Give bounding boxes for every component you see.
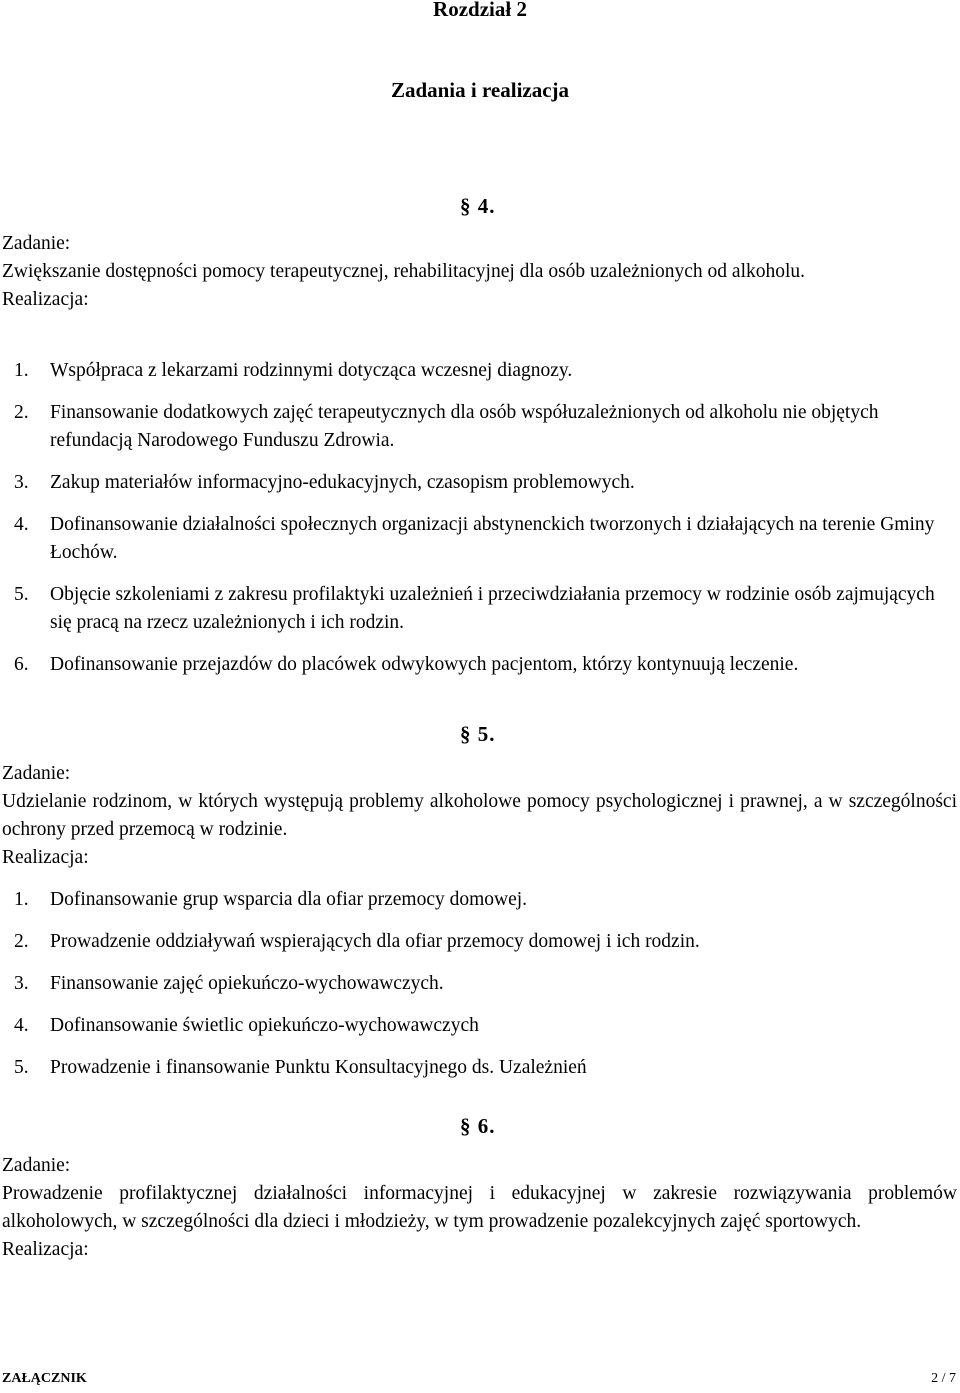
- list-item: [2, 581, 957, 637]
- section-5-items: [2, 886, 957, 1082]
- item-number: 1.: [14, 889, 29, 910]
- section-mark-6: § 6.: [460, 1114, 496, 1138]
- item-text: Finansowanie zajęć opiekuńczo-wychowawczych.: [50, 973, 444, 994]
- item-text: Objęcie szkoleniami z zakresu profilaktyki uzależnień i przeciwdziałania przemocy w rodzinie osób zajmujących się pracą na rzecz uzależnionych i ich rodzin.: [50, 584, 935, 633]
- item-text: Współpraca z lekarzami rodzinnymi dotycząca wczesnej diagnozy.: [50, 360, 573, 381]
- section-mark-4: § 4.: [460, 194, 496, 218]
- page-number: 2 / 7: [931, 1371, 956, 1386]
- item-number: 2.: [14, 931, 29, 952]
- task-text: Udzielanie rodzinom, w których występują problemy alkoholowe pomocy psychologicznej i prawnej, a w szczególności ochrony przed przemocą w rodzinie.: [2, 791, 957, 840]
- task-label: Zadanie:: [2, 763, 71, 784]
- item-number: 3.: [14, 973, 29, 994]
- item-number: 2.: [14, 402, 29, 423]
- list-item: [2, 511, 957, 567]
- list-item: [2, 970, 957, 998]
- realization-label: Realizacja:: [2, 289, 89, 310]
- chapter-heading: Rozdział 2: [433, 0, 527, 21]
- section-5: [2, 760, 957, 872]
- item-text: Prowadzenie oddziaływań wspierających dla ofiar przemocy domowej i ich rodzin.: [50, 931, 700, 952]
- item-number: 5.: [14, 584, 29, 605]
- item-text: Dofinansowanie przejazdów do placówek odwykowych pacjentom, którzy kontynuują leczenie.: [50, 654, 799, 675]
- page-title: Zadania i realizacja: [390, 78, 570, 102]
- item-text: Dofinansowanie działalności społecznych organizacji abstynenckich tworzonych i działających na terenie Gminy Łochów.: [50, 514, 935, 563]
- realization-label: Realizacja:: [2, 1239, 89, 1260]
- item-text: Zakup materiałów informacyjno-edukacyjnych, czasopism problemowych.: [50, 472, 635, 493]
- list-item: [2, 469, 957, 497]
- item-number: 4.: [14, 514, 29, 535]
- list-item: [2, 651, 957, 679]
- task-label: Zadanie:: [2, 1155, 71, 1176]
- list-item: [2, 886, 957, 914]
- list-item: [2, 1012, 957, 1040]
- list-item: [2, 1054, 957, 1082]
- task-text: Zwiększanie dostępności pomocy terapeutycznej, rehabilitacyjnej dla osób uzależnionych od alkoholu.: [2, 261, 806, 282]
- list-item: [2, 399, 957, 455]
- item-number: 5.: [14, 1057, 29, 1078]
- item-text: Dofinansowanie świetlic opiekuńczo-wychowawczych: [50, 1015, 479, 1036]
- section-mark-5: § 5.: [460, 722, 496, 746]
- item-text: Dofinansowanie grup wsparcia dla ofiar przemocy domowej.: [50, 889, 528, 910]
- item-number: 6.: [14, 654, 29, 675]
- task-label: Zadanie:: [2, 233, 71, 254]
- task-text: Prowadzenie profilaktycznej działalności informacyjnej i edukacyjnej w zakresie rozwiązywania problemów alkoholowych, w szczególności dla dzieci i młodzieży, w tym prowadzenie pozalekcyjnych zajęć sportowych.: [2, 1183, 957, 1232]
- list-item: [2, 928, 957, 956]
- item-text: Finansowanie dodatkowych zajęć terapeutycznych dla osób współuzależnionych od alkoholu nie objętych refundacją Narodowego Funduszu Zdrowia.: [50, 402, 879, 451]
- realization-label: Realizacja:: [2, 847, 89, 868]
- item-text: Prowadzenie i finansowanie Punktu Konsultacyjnego ds. Uzależnień: [50, 1057, 587, 1078]
- item-number: 4.: [14, 1015, 29, 1036]
- list-item: [2, 357, 957, 385]
- section-6: [2, 1152, 957, 1264]
- footer-attachment-label: ZAŁĄCZNIK: [2, 1371, 87, 1386]
- section-4-items: [2, 357, 957, 679]
- section-4: [2, 230, 957, 314]
- item-number: 1.: [14, 360, 29, 381]
- item-number: 3.: [14, 472, 29, 493]
